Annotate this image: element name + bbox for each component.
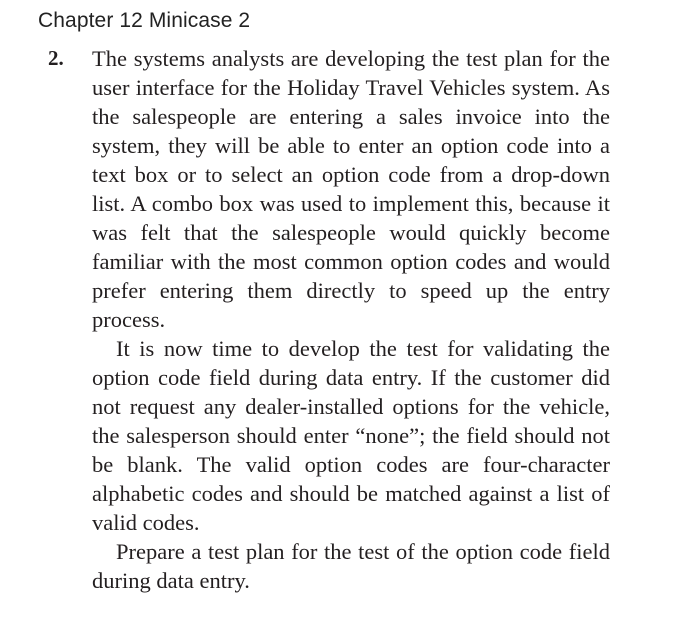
page-heading: Chapter 12 Minicase 2 xyxy=(38,9,251,32)
question-body xyxy=(92,44,610,595)
question-paragraph-1: The systems analysts are developing the test plan for the user interface for the Holiday Travel Vehicles system. As the salespeople are entering a sales invoice into the system, they will be able to enter an option code into a text box or to select an option code from a drop-down list. A combo box was used to implement this, because it was felt that the salespeople would quickly become familiar with the most common option codes and would prefer entering them directly to speed up the entry process. xyxy=(92,46,610,332)
question-paragraph-3: Prepare a test plan for the test of the option code field during data entry. xyxy=(92,539,610,593)
question-paragraph-2: It is now time to develop the test for validating the option code field during data entry. If the customer did not request any dealer-installed options for the vehicle, the salesperson should enter “none”; the field should not be blank. The valid option codes are four-character alphabetic codes and should be matched against a list of valid codes. xyxy=(92,336,610,535)
question-number: 2. xyxy=(48,46,64,70)
